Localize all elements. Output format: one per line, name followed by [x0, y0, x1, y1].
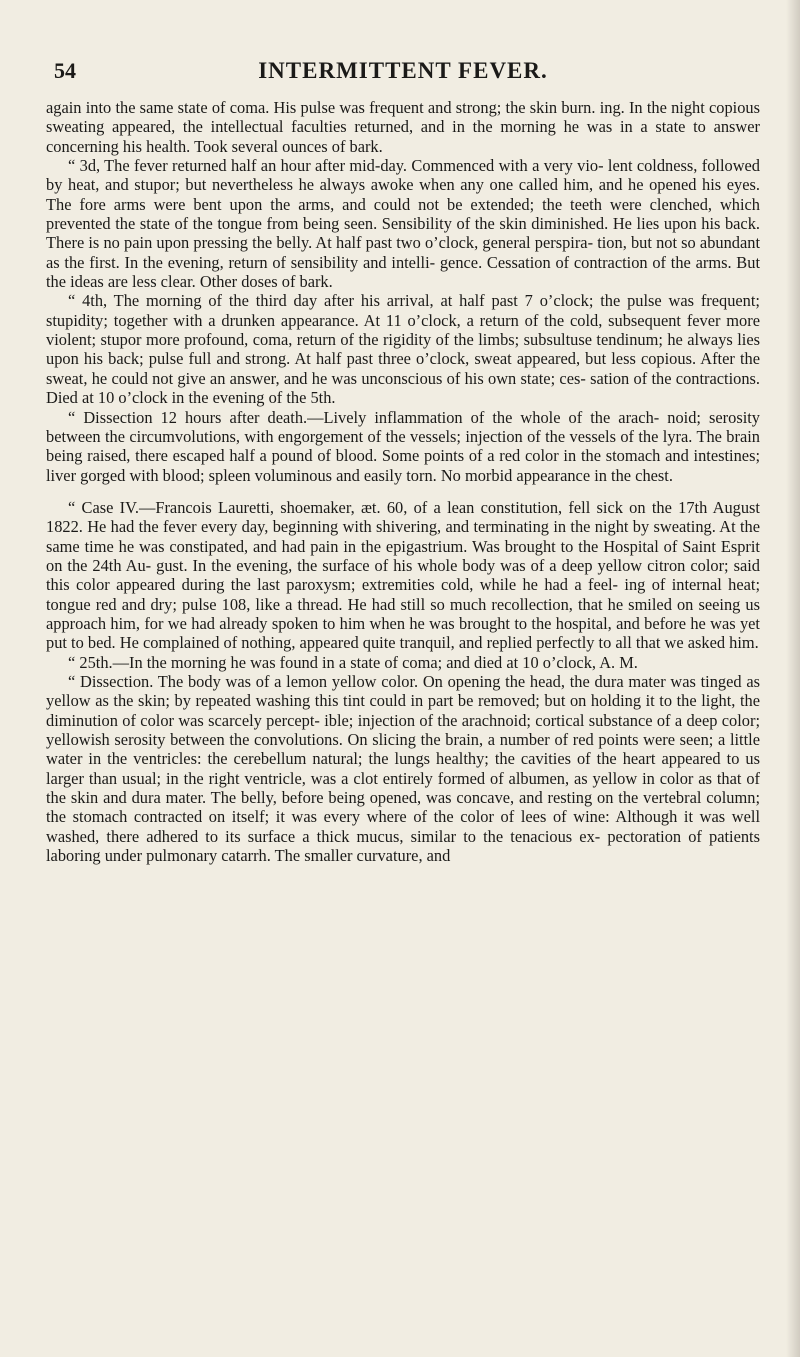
running-title: INTERMITTENT FEVER.	[258, 58, 548, 83]
paragraph-3d: “ 3d, The fever returned half an hour after mid-day. Commenced with a very vio- lent coldness, followed by heat, and stupor; but nevertheless he always awoke when any one called him, and he opened his eyes. The fore arms were bent upon the arms, and could not be extended; the teeth were clenched, which prevented the state of the tongue from being seen. Sensibility of the skin diminished. He lies upon his back. There is no pain upon pressing the belly. At half past two o’clock, general perspira- tion, but not so abundant as the first. In the evening, return of sensibility and intelli- gence. Cessation of contraction of the arms. But the ideas are less clear. Other doses of bark.	[46, 156, 760, 292]
paragraph-dissection-1: “ Dissection 12 hours after death.—Lively inflammation of the whole of the arach- noid; serosity between the circumvolutions, with engorgement of the vessels; injection of the vessels of the lyra. The brain being raised, there escaped half a pound of blood. Some points of a red color in the stomach and intestines; liver gorged with blood; spleen voluminous and easily torn. No morbid appearance in the chest.	[46, 407, 760, 485]
paragraph-25th: “ 25th.—In the morning he was found in a state of coma; and died at 10 o’clock, A. M.	[68, 652, 638, 672]
paragraph-dissection-2: “ Dissection. The body was of a lemon yellow color. On opening the head, the dura mater was tinged as yellow as the skin; by repeated washing this tint could in part be removed; but on holding it to the light, the diminution of color was scarcely percept- ible; injection of the arachnoid; cortical substance of a deep color; yellowish serosity between the convolutions. On slicing the brain, a number of red points were seen; a little water in the ventricles: the cerebellum natural; the lungs healthy; the cavities of the heart appeared to us larger than usual; in the right ventricle, was a clot entirely formed of albumen, as yellow in color as that of the skin and dura mater. The belly, before being opened, was concave, and resting on the vertebral column; the stomach contracted on itself; it was every where of the color of lees of wine: Although it was well washed, there adhered to its surface a thick mucus, similar to the tenacious ex- pectoration of patients laboring under pulmonary catarrh. The smaller curvature, and	[46, 671, 760, 866]
body-text	[46, 98, 760, 865]
page-number: 54	[54, 58, 76, 83]
running-head	[46, 58, 760, 94]
paragraph-4th: “ 4th, The morning of the third day after his arrival, at half past 7 o’clock; the pulse was frequent; stupidity; together with a drunken appearance. At 11 o’clock, a return of the cold, subsequent fever more violent; stupor more profound, coma, return of the rigidity of the limbs; subsultuse tendinum; he always lies upon his back; pulse full and strong. At half past three o’clock, sweat appeared, but less copious. After the sweat, he could not give an answer, and he was unconscious of his own state; ces- sation of the contractions. Died at 10 o’clock in the evening of the 5th.	[46, 291, 760, 408]
paragraph-case-iv: “ Case IV.—Francois Lauretti, shoemaker, æt. 60, of a lean constitution, fell sick on the 17th August 1822. He had the fever every day, beginning with shivering, and terminating in the night by sweating. At the same time he was constipated, and had pain in the epigastrium. Was brought to the Hospital of Saint Esprit on the 24th Au- gust. In the evening, the surface of his whole body was of a deep yellow citron color; said this color appeared during the last paroxysm; extremities cold, while he had a feel- ing of internal heat; tongue red and dry; pulse 108, like a thread. He had still so much recollection, that he smiled on seeing us approach him, for we had already spoken to him when he was brought to the hospital, and before he was yet put to bed. He complained of nothing, appeared quite tranquil, and replied perfectly to all that we asked him.	[46, 497, 760, 653]
page-edge-shadow	[786, 0, 800, 1357]
paragraph-continuation: again into the same state of coma. His pulse was frequent and strong; the skin burn. ing. In the night copious sweating appeared, the intellectual faculties returned, and in the morning he was in a state to answer concerning his health. Took several ounces of bark.	[46, 98, 760, 156]
